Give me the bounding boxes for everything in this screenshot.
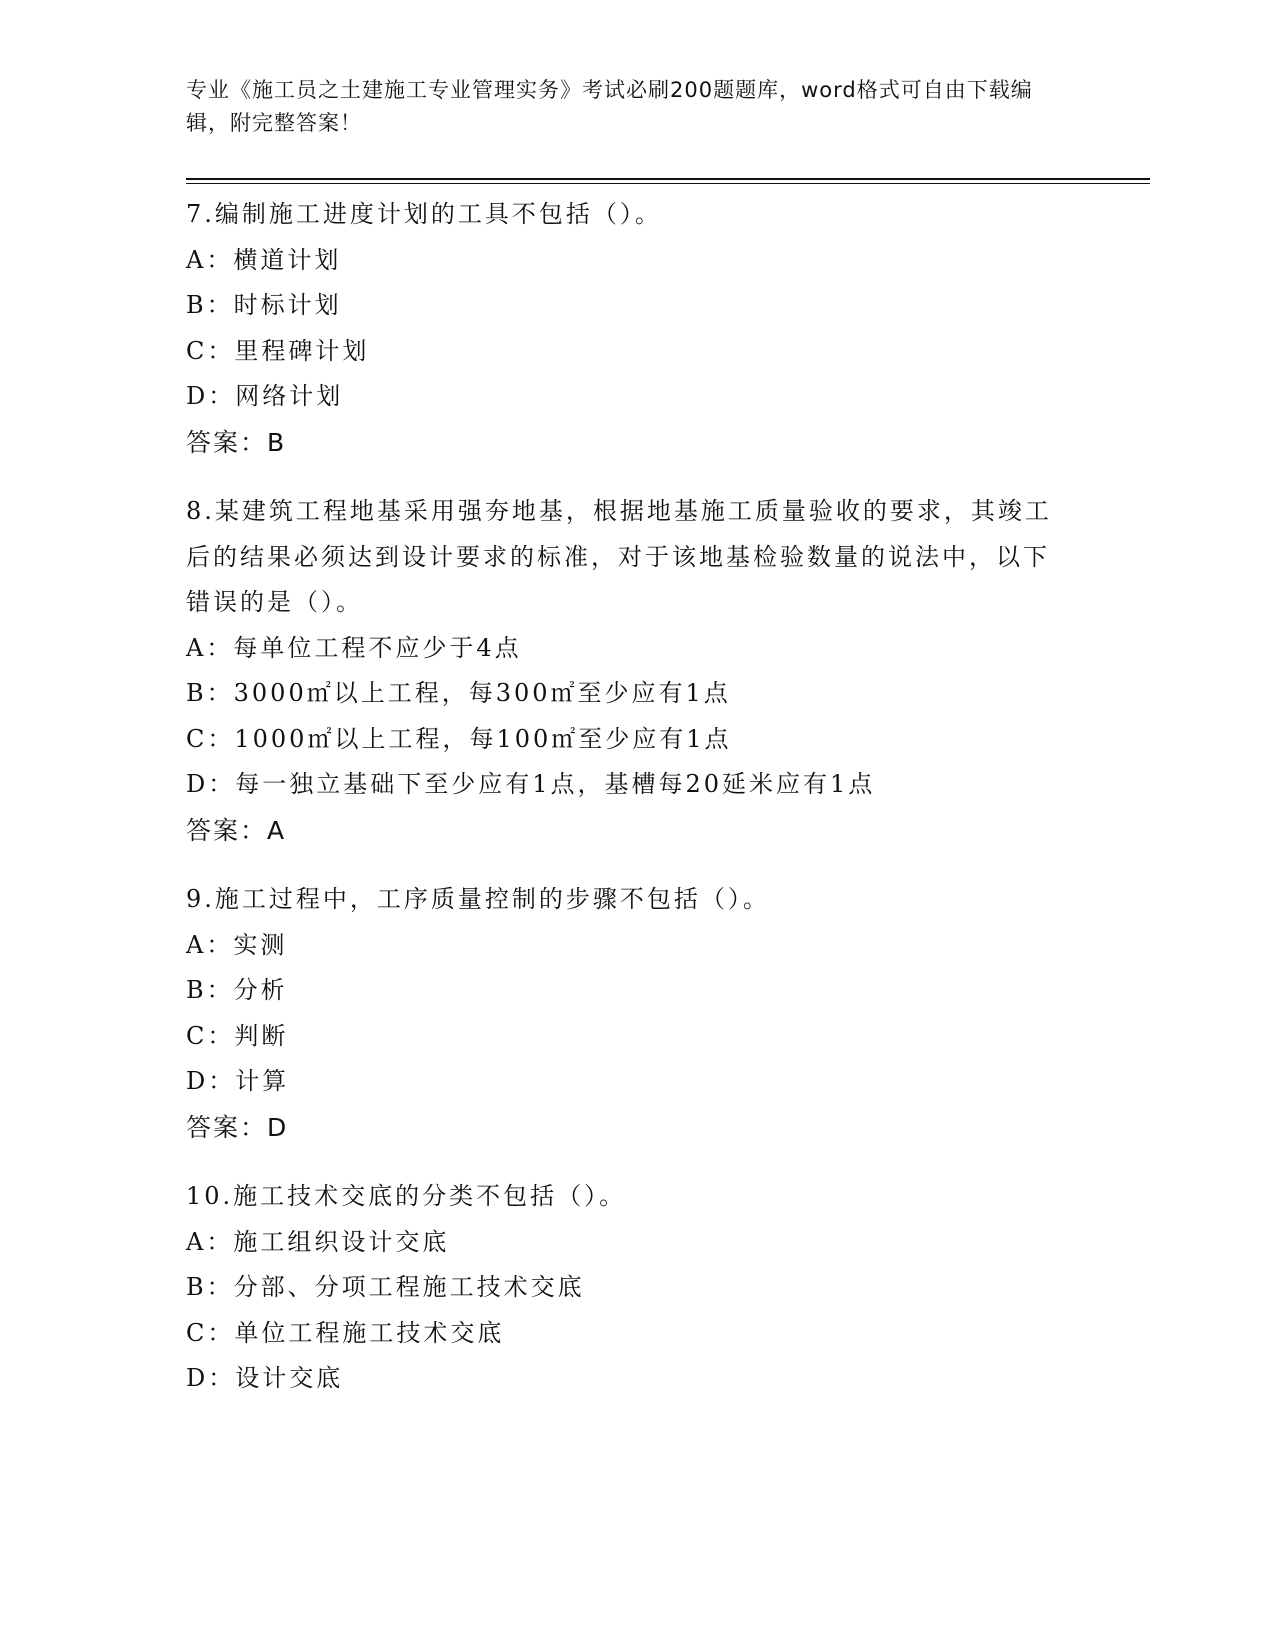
question-stem: 9.施工过程中，工序质量控制的步骤不包括（）。 <box>186 885 770 913</box>
option-a: A：实测 <box>186 930 288 959</box>
option-c: C：1000㎡以上工程，每100㎡至少应有1点 <box>186 724 732 753</box>
option-b: B：分部、分项工程施工技术交底 <box>186 1273 585 1301</box>
question-9 <box>186 877 1086 1150</box>
option-b: B：3000㎡以上工程，每300㎡至少应有1点 <box>186 679 731 707</box>
answer: 答案：A <box>186 815 287 845</box>
question-7 <box>186 192 1086 465</box>
option-d: D：网络计划 <box>186 382 344 410</box>
question-list <box>186 192 1086 1426</box>
question-10 <box>186 1174 1086 1402</box>
answer: 答案：B <box>186 427 287 457</box>
answer: 答案：D <box>186 1112 289 1142</box>
question-stem: 7.编制施工进度计划的工具不包括（）。 <box>186 200 662 228</box>
question-8 <box>186 489 1086 853</box>
option-b: B：分析 <box>186 976 288 1004</box>
option-a: A：每单位工程不应少于4点 <box>186 633 522 662</box>
option-b: B：时标计划 <box>186 291 342 319</box>
document-header: 专业《施工员之土建施工专业管理实务》考试必刷200题题库，word格式可自由下载编辑，附完整答案！ <box>186 78 1033 135</box>
option-c: C：判断 <box>186 1021 289 1050</box>
header-divider-thick <box>186 178 1150 180</box>
option-a: A：施工组织设计交底 <box>186 1227 450 1256</box>
option-c: C：单位工程施工技术交底 <box>186 1318 505 1347</box>
question-stem: 10.施工技术交底的分类不包括（）。 <box>186 1182 627 1210</box>
question-stem: 8.某建筑工程地基采用强夯地基，根据地基施工质量验收的要求，其竣工后的结果必须达到设计要求的标准，对于该地基检验数量的说法中，以下错误的是（）。 <box>186 497 1052 616</box>
option-a: A：横道计划 <box>186 245 342 274</box>
header-divider-thin <box>186 183 1150 184</box>
option-c: C：里程碑计划 <box>186 336 370 365</box>
option-d: D：设计交底 <box>186 1364 344 1392</box>
option-d: D：每一独立基础下至少应有1点，基槽每20延米应有1点 <box>186 770 876 798</box>
option-d: D：计算 <box>186 1067 290 1095</box>
